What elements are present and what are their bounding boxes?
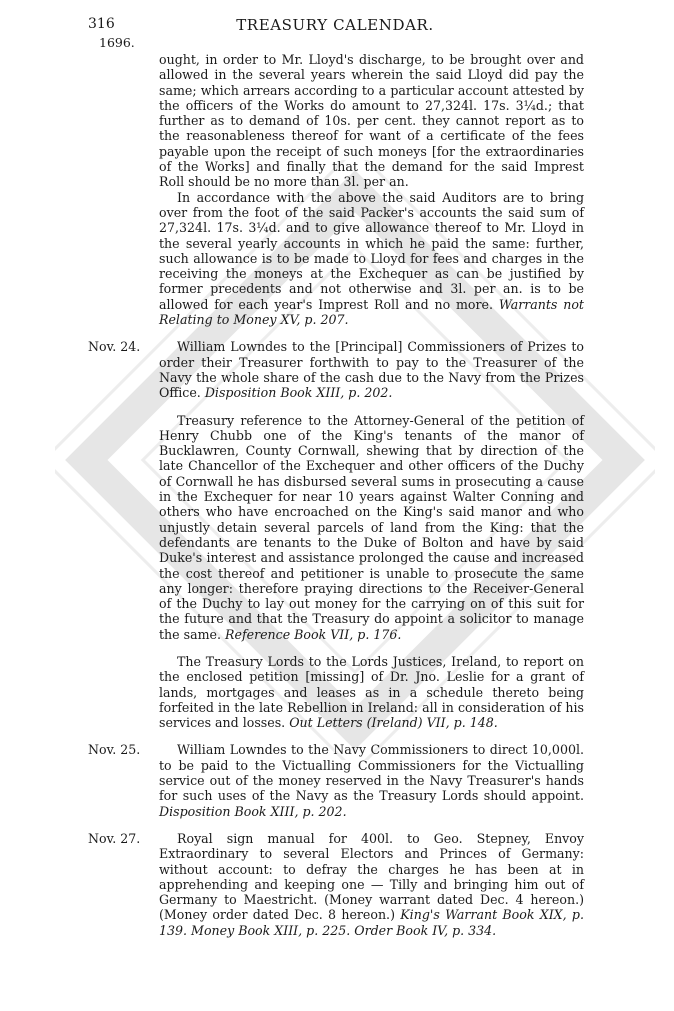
entry-paragraph: [159, 190, 584, 328]
entry-reference: Disposition Book XIII, p. 202.: [204, 385, 393, 401]
calendar-entry: [159, 654, 584, 730]
entry-date: Nov. 24.: [88, 339, 141, 355]
entry-text: The Treasury Lords to the Lords Justices, Ireland, to report on the enclosed petition [missing] of Dr. Jno. Leslie for a grant of lands, mortgages and leases as in a schedule thereto being forfeited in the late Rebellion in Ireland: all in consideration of his services and losses.: [159, 653, 584, 731]
entry-text: In accordance with the above the said Auditors are to bring over from the foot of the said Packer's accounts the said sum of 27,324l. 17s. 3¼d. and to give allowance thereof to Mr. Lloyd in the several yearly accounts in which he paid the same: further, such allowance is to be made to Lloyd for fees and charges in the receiving the moneys at the Exchequer as can be justified by former precedents and not otherwise and 3l. per an. is to be allowed for each year's Imprest Roll and no more.: [159, 189, 584, 312]
entry-reference: Disposition Book XIII, p. 202.: [159, 803, 347, 819]
calendar-entry: [159, 413, 584, 642]
calendar-entry: [88, 742, 584, 819]
entry-reference: Warrants not Relating to Money XV, p. 207.: [159, 296, 584, 328]
running-title: TREASURY CALENDAR.: [236, 16, 434, 34]
calendar-entry: [88, 339, 584, 401]
entry-paragraph: [159, 52, 584, 190]
entry-date: Nov. 27.: [88, 830, 141, 846]
entry-paragraph: [159, 654, 584, 730]
entry-paragraph: [159, 339, 584, 400]
entry-text: William Lowndes to the Navy Commissioners to direct 10,000l. to be paid to the Victualling Commissioners for the Victualling service out of the money reserved in the Navy Treasurer's hands for such uses of the Navy as the Treasury Lords should appoint.: [159, 742, 584, 804]
entry-text: William Lowndes to the [Principal] Commissioners of Prizes to order their Treasurer forthwith to pay to the Treasurer of the Navy the whole share of the cash due to the Navy from the Prizes Office.: [159, 339, 584, 401]
calendar-entries: [88, 52, 584, 938]
entry-text: Royal sign manual for 400l. to Geo. Stepney, Envoy Extraordinary to several Electors and Princes of Germany: without account: to defray the charges he has been at in apprehending and keeping one — Tilly and bringing him out of Germany to Maestricht. (Money warrant dated Dec. 4 hereon.) (Money order dated Dec. 8 hereon.): [159, 830, 584, 923]
entry-paragraph: [159, 742, 584, 818]
entry-paragraph: [159, 831, 584, 938]
entry-reference: Reference Book VII, p. 176.: [225, 626, 402, 642]
entry-reference: Out Letters (Ireland) VII, p. 148.: [289, 715, 498, 731]
entry-date: Nov. 25.: [88, 742, 141, 758]
entry-paragraph: [159, 413, 584, 642]
page-header: [88, 16, 582, 36]
calendar-entry: [159, 52, 584, 327]
entry-text: ought, in order to Mr. Lloyd's discharge, to be brought over and allowed in the several years wherein the said Lloyd did pay the same; which arrears according to a particular account attested by the officers of the Works do amount to 27,324l. 17s. 3¼d.; that further as to demand of 10s. per cent. they cannot report as to the reasonableness thereof for want of a certificate of the fees payable upon the receipt of such moneys [for the extraordinaries of the Works] and finally that the demand for the said Imprest Roll should be no more than 3l. per an.: [159, 52, 584, 190]
entry-text: Treasury reference to the Attorney-General of the petition of Henry Chubb one of the King's tenants of the manor of Bucklawren, County Cornwall, shewing that by direction of the late Chancellor of the Exchequer and other officers of the Duchy of Cornwall he has disbursed several sums in prosecuting a cause in the Exchequer for near 10 years against Walter Conning and others who have encroached on the King's said manor and who unjustly detain several parcels of land from the King: that the defendants are tenants to the Duke of Bolton and have by said Duke's interest and assistance prolonged the cause and increased the cost thereof and petitioner is unable to prosecute the same any longer: therefore praying directions to the Receiver-General of the Duchy to lay out money for the carrying on of this suit for the future and that the Treasury do appoint a solicitor to manage the same.: [159, 412, 584, 642]
page-number: 316: [88, 16, 115, 32]
calendar-entry: [88, 830, 584, 938]
entry-reference: King's Warrant Book XIX, p. 139. Money Book XIII, p. 225. Order Book IV, p. 334.: [159, 907, 584, 938]
year-marker: 1696.: [99, 35, 135, 50]
